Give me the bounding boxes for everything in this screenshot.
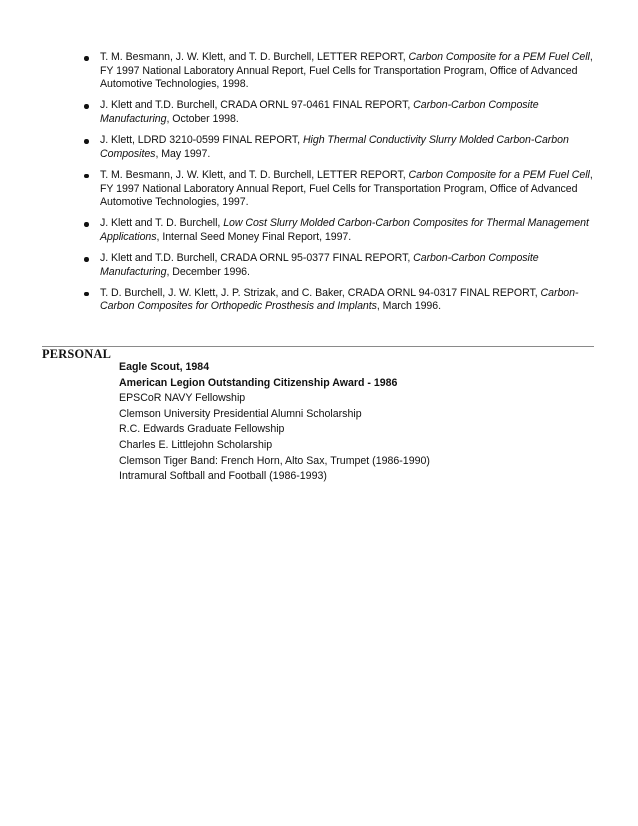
report-title: Carbon-Carbon Composite Manufacturing	[100, 252, 539, 278]
personal-item: Eagle Scout, 1984	[119, 361, 210, 373]
report-details: , FY 1997 National Laboratory Annual Report, Fuel Cells for Transportation Program, Office of Advanced Automotive Technologies, 1997.	[100, 168, 593, 209]
report-authors: T. M. Besmann, J. W. Klett, and T. D. Burchell, LETTER REPORT,	[100, 51, 409, 63]
report-details: , December 1996.	[166, 265, 250, 278]
bullet-icon	[84, 222, 89, 227]
report-title: Carbon-Carbon Composite Manufacturing	[100, 99, 539, 125]
personal-item: Clemson University Presidential Alumni Scholarship	[119, 407, 362, 420]
report-list	[84, 51, 604, 322]
bullet-icon	[84, 139, 89, 144]
report-authors: T. D. Burchell, J. W. Klett, J. P. Strizak, and C. Baker, CRADA ORNL 94-0317 FINAL REPORT,	[100, 286, 541, 299]
report-details: , March 1996.	[376, 300, 442, 313]
bullet-icon	[84, 292, 89, 297]
report-authors: T. M. Besmann, J. W. Klett, and T. D. Burchell, LETTER REPORT,	[100, 168, 409, 181]
bullet-icon	[84, 56, 89, 61]
report-item	[84, 134, 604, 161]
report-authors: J. Klett and T. D. Burchell,	[100, 217, 224, 230]
report-details: , October 1998.	[166, 112, 239, 125]
report-item	[84, 51, 604, 92]
personal-item: EPSCoR NAVY Fellowship	[119, 392, 246, 405]
report-authors: J. Klett, LDRD 3210-0599 FINAL REPORT,	[100, 134, 303, 147]
report-title: Carbon-Carbon Composites for Orthopedic Prosthesis and Implants	[100, 286, 579, 313]
report-item	[84, 287, 604, 314]
personal-item: Charles E. Littlejohn Scholarship	[119, 438, 273, 451]
bullet-icon	[84, 257, 89, 262]
report-authors: J. Klett and T.D. Burchell, CRADA ORNL 97-0461 FINAL REPORT,	[100, 99, 414, 112]
report-authors: J. Klett and T.D. Burchell, CRADA ORNL 95-0377 FINAL REPORT,	[100, 252, 414, 265]
bullet-icon	[84, 174, 89, 179]
report-title: Low Cost Slurry Molded Carbon-Carbon Composites for Thermal Management Applications	[100, 217, 589, 243]
personal-item: Intramural Softball and Football (1986-1993)	[119, 470, 327, 483]
personal-heading: PERSONAL	[42, 347, 112, 361]
report-title: Carbon Composite for a PEM Fuel Cell	[408, 51, 590, 63]
report-title: Carbon Composite for a PEM Fuel Cell	[408, 168, 590, 181]
personal-item: Clemson Tiger Band: French Horn, Alto Sax, Trumpet (1986-1990)	[119, 454, 430, 467]
report-item	[84, 252, 604, 279]
personal-item: American Legion Outstanding Citizenship Award - 1986	[119, 376, 398, 389]
personal-list	[119, 360, 430, 485]
bullet-icon	[84, 104, 89, 109]
report-details: , Internal Seed Money Final Report, 1997.	[156, 230, 352, 243]
report-item	[84, 169, 604, 210]
personal-item: R.C. Edwards Graduate Fellowship	[119, 423, 285, 436]
report-title: High Thermal Conductivity Slurry Molded Carbon-Carbon Composites	[100, 134, 569, 160]
report-item	[84, 217, 604, 244]
section-divider	[42, 346, 594, 347]
report-details: , May 1997.	[155, 147, 211, 160]
report-details: , FY 1997 National Laboratory Annual Report, Fuel Cells for Transportation Program, Office of Advanced Automotive Technologies, 1998.	[100, 51, 593, 91]
report-item	[84, 99, 604, 126]
